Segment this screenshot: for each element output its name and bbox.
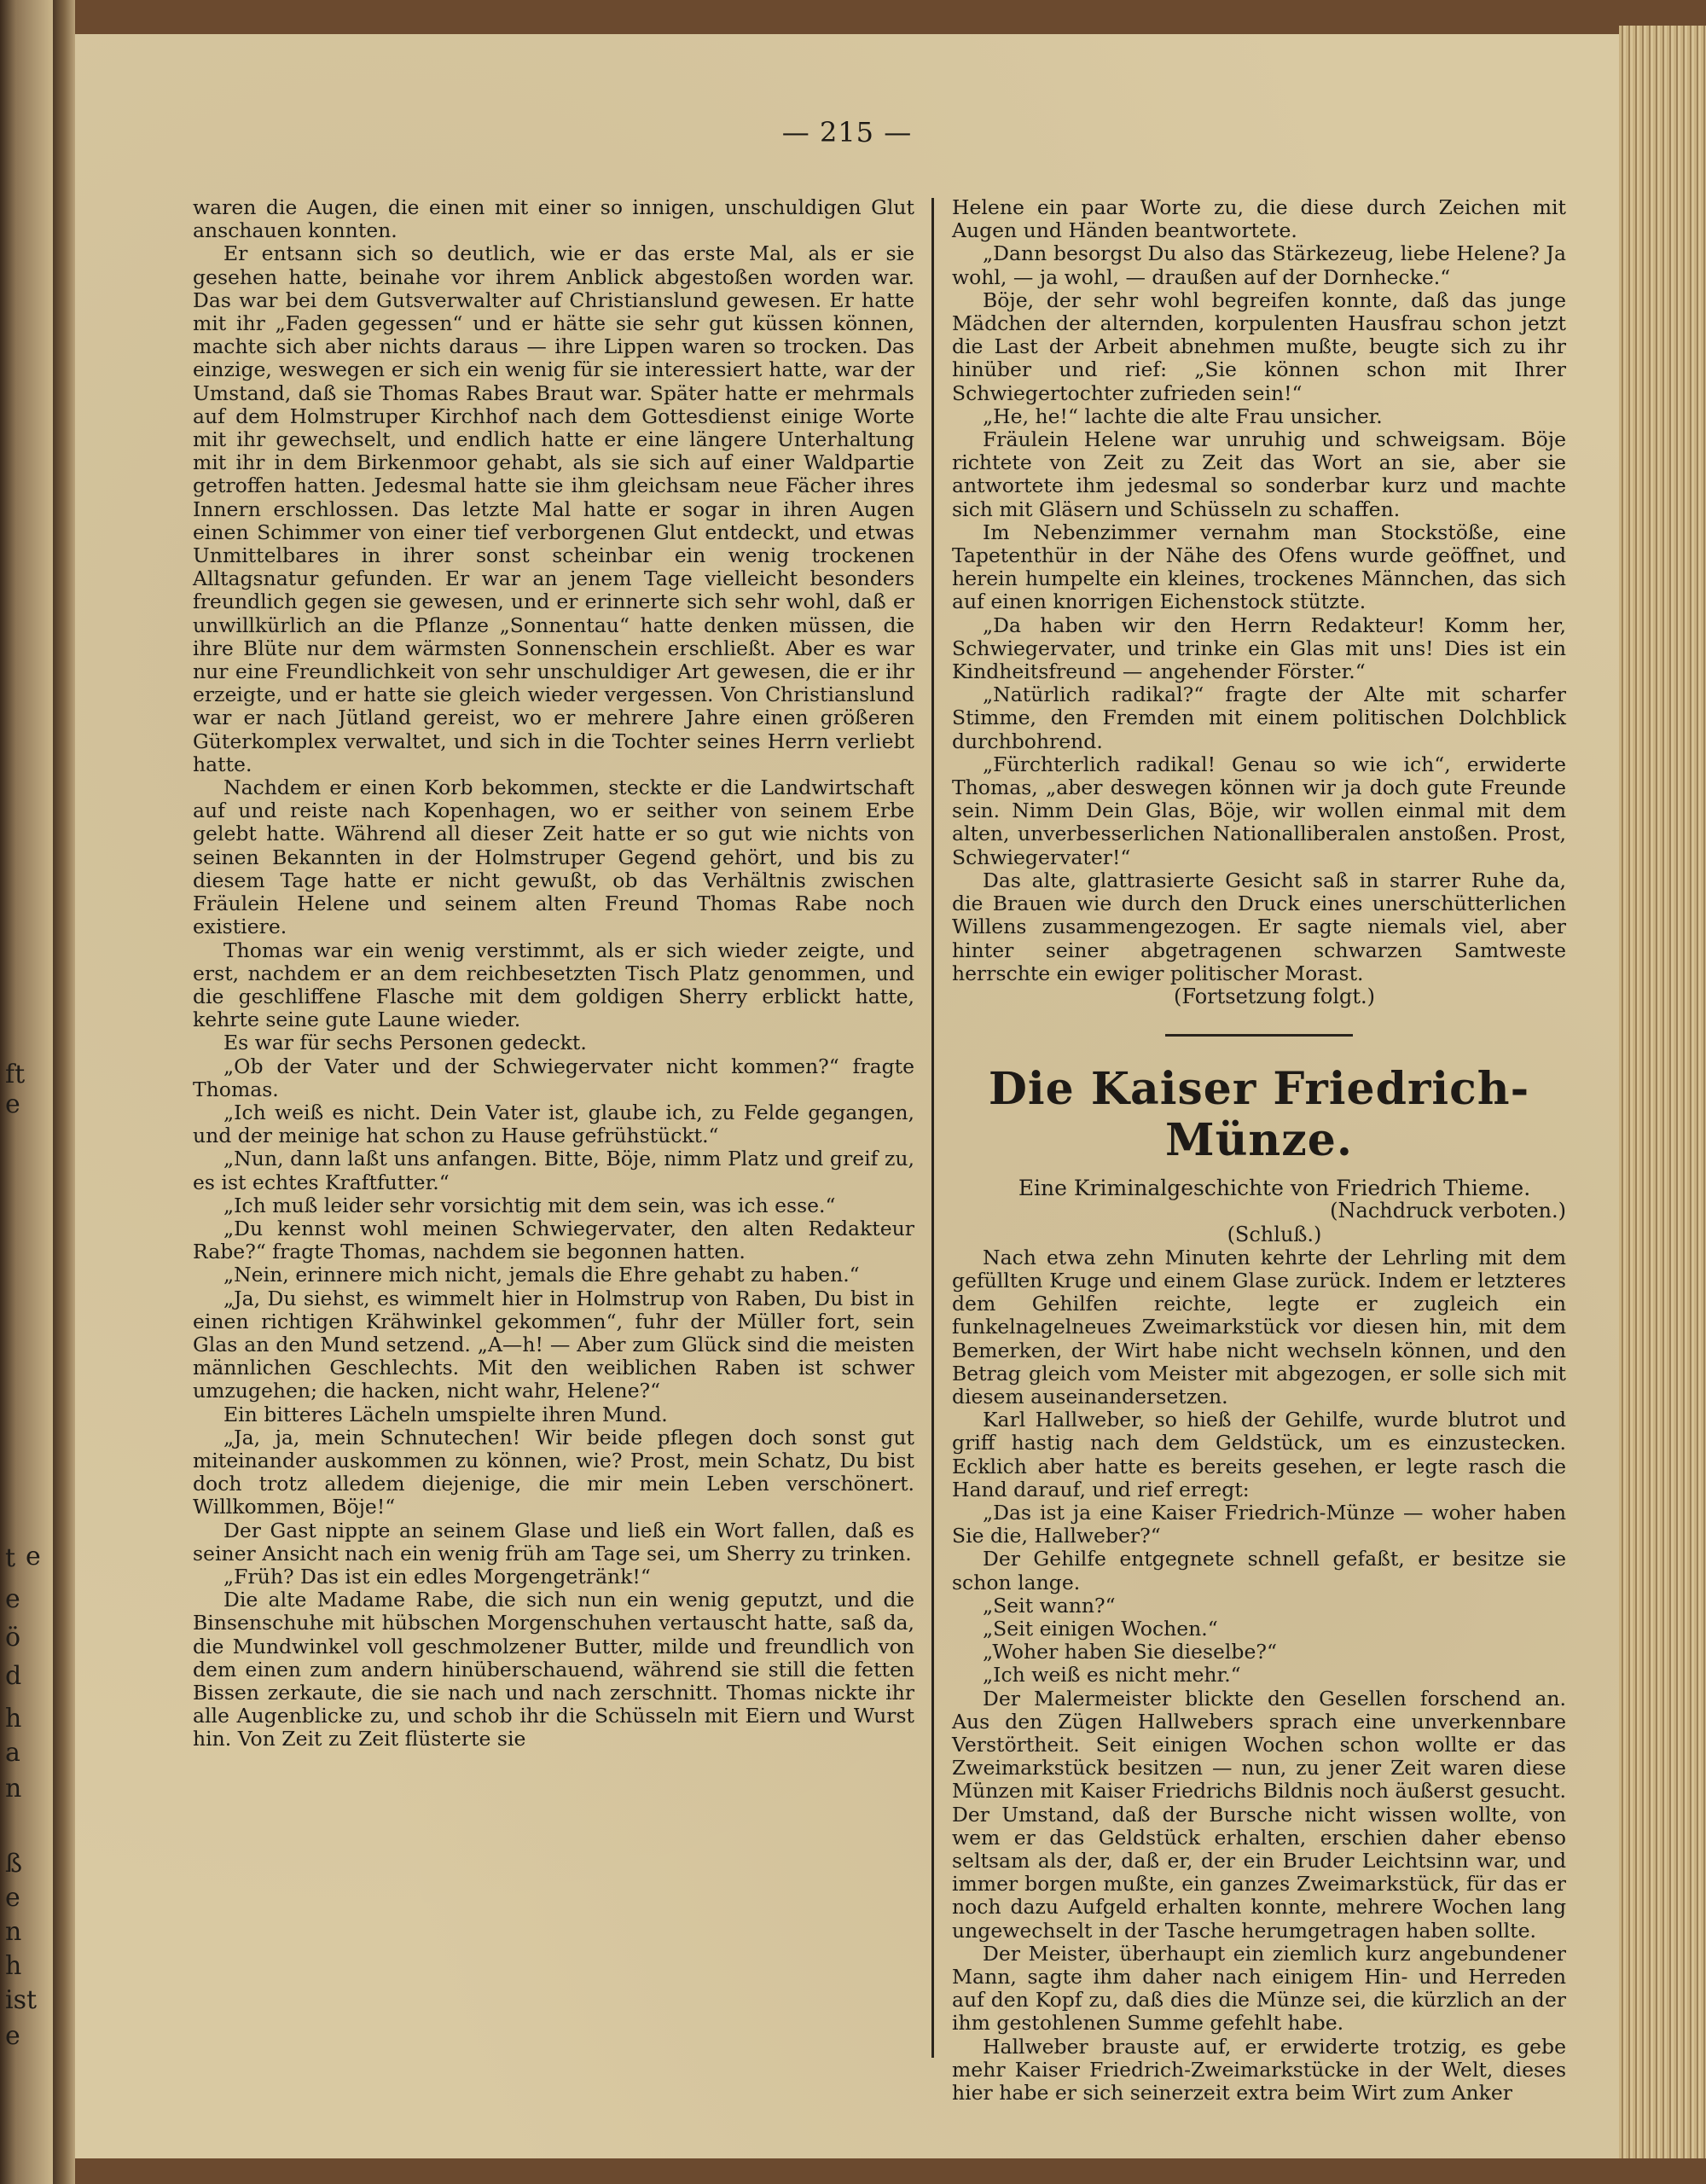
- paragraph: waren die Augen, die einen mit einer so innigen, unschuldigen Glut anschauen konnten.: [193, 195, 914, 243]
- fragment-text: ist: [5, 1985, 38, 2015]
- paragraph: „Ja, Du siehst, es wimmelt hier in Holmstrup von Raben, Du bist in einen richtigen Krähwinkel gekommen“, fuhr der Müller fort, sein Glas an den Mund setzend. „A—h! — Aber zum Glück sind die meisten männlichen Geschlechts. Mit den weiblichen Raben ist schwer umzugehen; die hacken, nicht wahr, Helene?“: [193, 1286, 914, 1403]
- paragraph: Helene ein paar Worte zu, die diese durch Zeichen mit Augen und Händen beantwortete.: [952, 195, 1566, 243]
- fragment-text: e: [5, 1883, 20, 1913]
- paragraph: „Woher haben Sie dieselbe?“: [983, 1640, 1277, 1664]
- paragraph: Ein bitteres Lächeln umspielte ihren Mund.: [223, 1402, 668, 1426]
- paragraph: „Ob der Vater und der Schwiegervater nicht kommen?“ fragte Thomas.: [193, 1054, 914, 1101]
- paragraph: Im Nebenzimmer vernahm man Stockstöße, eine Tapetenthür in der Nähe des Ofens wurde geöffnet, und herein humpelte ein kleines, trockenes Männchen, das sich auf einen knorrigen Eichenstock stützte.: [952, 520, 1566, 614]
- paragraph: „Ja, ja, mein Schnutechen! Wir beide pflegen doch sonst gut miteinander auskommen zu können, wie? Prost, mein Schatz, Du bist doch trotz alledem diejenige, die mir mein Leben verschönert. Willkommen, Böje!“: [193, 1425, 914, 1519]
- paragraph: Nach etwa zehn Minuten kehrte der Lehrling mit dem gefüllten Kruge und einem Glase zurück. Indem er letzteres dem Gehilfen reichte, legte er zugleich ein funkelnagelneues Zweimarkstück vor diesen hin, mit dem Bemerken, der Wirt habe nicht wechseln können, und den Betrag gleich vom Meister mit abgezogen, er solle sich mit diesem auseinandersetzen.: [952, 1245, 1566, 1409]
- column-divider: [931, 198, 934, 2058]
- paragraph: Der Gast nippte an seinem Glase und ließ ein Wort fallen, daß es seiner Ansicht nach ein wenig früh am Tage sei, um Sherry zu trinken.: [193, 1518, 914, 1565]
- paragraph: Der Malermeister blickte den Gesellen forschend an. Aus den Zügen Hallwebers sprach eine unverkennbare Verstörtheit. Seit einigen Wochen schon wollte er das Zweimarkstück besitzen — nun, zu jener Zeit waren diese Münzen mit Kaiser Friedrichs Bildnis noch äußerst gesucht. Der Umstand, daß der Bursche nicht wissen wollte, von wem er das Geldstück erhalten, erschien daher ebenso seltsam als der, daß er, der ein Bruder Leichtsinn war, und immer borgen mußte, ein ganzes Zweimarkstück, für das er noch dazu Aufgeld erhalten konnte, mehrere Wochen lang ungewechselt in der Tasche herumgetragen haben sollte.: [952, 1686, 1566, 1943]
- fragment-text: e: [5, 2021, 20, 2051]
- paragraph: Thomas war ein wenig verstimmt, als er sich wieder zeigte, und erst, nachdem er an dem reichbesetzten Tisch Platz genommen, und die geschliffene Flasche mit dem goldigen Sherry erblickt hatte, kehrte seine gute Laune wieder.: [193, 938, 914, 1032]
- paragraph: „Du kennst wohl meinen Schwiegervater, den alten Redakteur Rabe?“ fragte Thomas, nachdem sie begonnen hatten.: [193, 1216, 914, 1264]
- paragraph: „Ich muß leider sehr vorsichtig mit dem sein, was ich esse.“: [223, 1193, 836, 1217]
- paragraph: „Dann besorgst Du also das Stärkezeug, liebe Helene? Ja wohl, — ja wohl, — draußen auf der Dornhecke.“: [952, 241, 1566, 289]
- paragraph: „Früh? Das ist ein edles Morgengetränk!“: [223, 1564, 651, 1589]
- fragment-text: n: [5, 1774, 22, 1804]
- paragraph: „Seit wann?“: [983, 1593, 1116, 1618]
- fragment-text: e: [26, 1542, 41, 1571]
- book-gutter: [53, 0, 75, 2184]
- paragraph: Das alte, glattrasierte Gesicht saß in starrer Ruhe da, die Brauen wie durch den Druck eines unerschütterlichen Willens zusammengezogen. Er sagte niemals viel, aber hinter seiner abgetragenen schwarzen Samtweste herrschte ein ewiger politischer Morast.: [952, 868, 1566, 985]
- paragraph: „He, he!“ lachte die alte Frau unsicher.: [983, 404, 1383, 428]
- paragraph: Der Gehilfe entgegnete schnell gefaßt, er besitze sie schon lange.: [952, 1547, 1566, 1594]
- paragraph: „Das ist ja eine Kaiser Friedrich-Münze — woher haben Sie die, Hallweber?“: [952, 1500, 1566, 1548]
- right-column: [952, 196, 1566, 2105]
- paragraph: Er entsann sich so deutlich, wie er das erste Mal, als er sie gesehen hatte, beinahe vor ihrem Anblick abgestoßen worden war. Das war bei dem Gutsverwalter auf Christianslund gewesen. Er hatte mit ihr „Faden gegessen“ und er hätte sie sehr gut küssen können, machte sich aber nichts daraus — ihre Lippen waren so trocken. Das einzige, weswegen er sich ein wenig für sie interessiert hatte, war der Umstand, daß sie Thomas Rabes Braut war. Später hatte er mehrmals auf dem Holmstruper Kirchhof nach dem Gottesdienst einige Worte mit ihr gewechselt, und endlich hatte er eine längere Unterhaltung mit ihr in dem Birkenmoor gehabt, als sie sich auf einer Waldpartie getroffen hatten. Jedesmal hatte sie ihm gleichsam neue Fächer ihres Innern erschlossen. Das letzte Mal hatte er sogar in ihren Augen einen Schimmer von einer tief verborgenen Glut entdeckt, und etwas Unmittelbares in ihrer sonst scheinbar ein wenig trockenen Alltagsnatur gefunden. Er war an jenem Tage vielleicht besonders freundlich gegen sie gewesen, und er erinnerte sich sehr wohl, daß er unwillkürlich an die Pflanze „Sonnentau“ hatte denken müssen, die ihre Blüte nur dem wärmsten Sonnenschein erschließt. Aber es war nur eine Freundlichkeit von sehr unschuldiger Art gewesen, die er ihr erzeigte, und er hatte sie gleich wieder vergessen. Von Christianslund war er nach Jütland gereist, wo er mehrere Jahre einen größeren Güterkomplex verwaltet, und sich in die Tochter seines Herrn verliebt hatte.: [193, 241, 914, 776]
- paragraph: „Nun, dann laßt uns anfangen. Bitte, Böje, nimm Platz und greif zu, es ist echtes Kraftfutter.“: [193, 1147, 914, 1194]
- paragraph: Es war für sechs Personen gedeckt.: [223, 1031, 587, 1055]
- fragment-text: ß: [5, 1849, 23, 1879]
- paragraph: Fräulein Helene war unruhig und schweigsam. Böje richtete von Zeit zu Zeit das Wort an sie, aber sie antwortete ihm jedesmal so sonderbar kurz und machte sich mit Gläsern und Schüsseln zu schaffen.: [952, 427, 1566, 521]
- fragment-text: ft: [5, 1060, 26, 1089]
- fragment-text: e: [5, 1584, 20, 1614]
- fragment-text: h: [5, 1704, 22, 1734]
- fragment-text: d: [5, 1661, 22, 1691]
- page-edges: [1619, 26, 1706, 2158]
- left-column: [193, 196, 914, 1751]
- adjacent-page-fragment: [0, 0, 53, 2184]
- paragraph: „Ich weiß es nicht. Dein Vater ist, glaube ich, zu Felde gegangen, und der meinige hat schon zu Hause gefrühstückt.“: [193, 1100, 914, 1148]
- continuation-note: (Fortsetzung folgt.): [1174, 984, 1375, 1008]
- paragraph: „Seit einigen Wochen.“: [983, 1616, 1218, 1641]
- book-page: [75, 34, 1619, 2158]
- paragraph: Karl Hallweber, so hieß der Gehilfe, wurde blutrot und griff hastig nach dem Geldstück, um es einzustecken. Ecklich aber hatte es bereits gesehen, er legte rasch die Hand darauf, und rief erregt:: [952, 1408, 1566, 1502]
- story-part-label: (Schluß.): [1227, 1222, 1322, 1246]
- story-title: Die Kaiser Friedrich-Münze.: [988, 1063, 1530, 1167]
- section-divider: [1165, 1034, 1353, 1037]
- paragraph: „Natürlich radikal?“ fragte der Alte mit scharfer Stimme, den Fremden mit einem politischen Dolchblick durchbohrend.: [952, 682, 1566, 753]
- paragraph: „Da haben wir den Herrn Redakteur! Komm her, Schwiegervater, und trinke ein Glas mit uns! Dies ist ein Kindheitsfreund — angehender Förster.“: [952, 613, 1566, 684]
- paragraph: „Fürchterlich radikal! Genau so wie ich“, erwiderte Thomas, „aber deswegen können wir ja doch gute Freunde sein. Nimm Dein Glas, Böje, wir wollen einmal mit dem alten, unverbesserlichen Nationalliberalen anstoßen. Prost, Schwiegervater!“: [952, 752, 1566, 869]
- reprint-note: (Nachdruck verboten.): [1330, 1199, 1566, 1223]
- paragraph: Böje, der sehr wohl begreifen konnte, daß das junge Mädchen der alternden, korpulenten Hausfrau schon jetzt die Last der Arbeit abnehmen mußte, beugte sich zu ihr hinüber und rief: „Sie können schon mit Ihrer Schwiegertochter zufrieden sein!“: [952, 288, 1566, 405]
- fragment-text: t: [5, 1543, 16, 1573]
- paragraph: Der Meister, überhaupt ein ziemlich kurz angebundener Mann, sagte ihm daher nach einigem Hin- und Herreden auf den Kopf zu, daß dies die Münze sei, die kürzlich an der ihm gestohlenen Summe gefehlt habe.: [952, 1941, 1566, 2036]
- story-subtitle: Eine Kriminalgeschichte von Friedrich Thieme.: [1018, 1176, 1531, 1201]
- fragment-text: ö: [5, 1623, 21, 1653]
- paragraph: „Nein, erinnere mich nicht, jemals die Ehre gehabt zu haben.“: [223, 1263, 860, 1287]
- paragraph: „Ich weiß es nicht mehr.“: [983, 1663, 1241, 1687]
- fragment-text: e: [5, 1089, 20, 1119]
- paragraph: Die alte Madame Rabe, die sich nun ein wenig geputzt, und die Binsenschuhe mit hübschen Morgenschuhen vertauscht hatte, saß da, die Mundwinkel voll geschmolzener Butter, milde und freundlich von dem einen zum andern hinüberschauend, während sie still die fetten Bissen zerkaute, die sie nach und nach zerschnitt. Thomas nickte ihr alle Augenblicke zu, und schob ihr die Schüsseln mit Eiern und Wurst hin. Von Zeit zu Zeit flüsterte sie: [193, 1588, 914, 1751]
- paragraph: Hallweber brauste auf, er erwiderte trotzig, es gebe mehr Kaiser Friedrich-Zweimarkstücke in der Welt, dieses hier habe er sich seinerzeit extra beim Wirt zum Anker: [952, 2034, 1566, 2106]
- fragment-text: h: [5, 1951, 22, 1981]
- page-number: — 215 —: [781, 116, 913, 148]
- paragraph: Nachdem er einen Korb bekommen, steckte er die Landwirtschaft auf und reiste nach Kopenhagen, wo er seither von seinem Erbe gelebt hatte. Während all dieser Zeit hatte er so gut wie nichts von seinen Bekannten in der Holmstruper Gegend gehört, und bis zu diesem Tage hatte er nicht gewußt, ob das Verhältnis zwischen Fräulein Helene und seinem alten Freund Thomas Rabe noch existiere.: [193, 775, 914, 939]
- fragment-text: a: [5, 1738, 20, 1768]
- fragment-text: n: [5, 1917, 22, 1947]
